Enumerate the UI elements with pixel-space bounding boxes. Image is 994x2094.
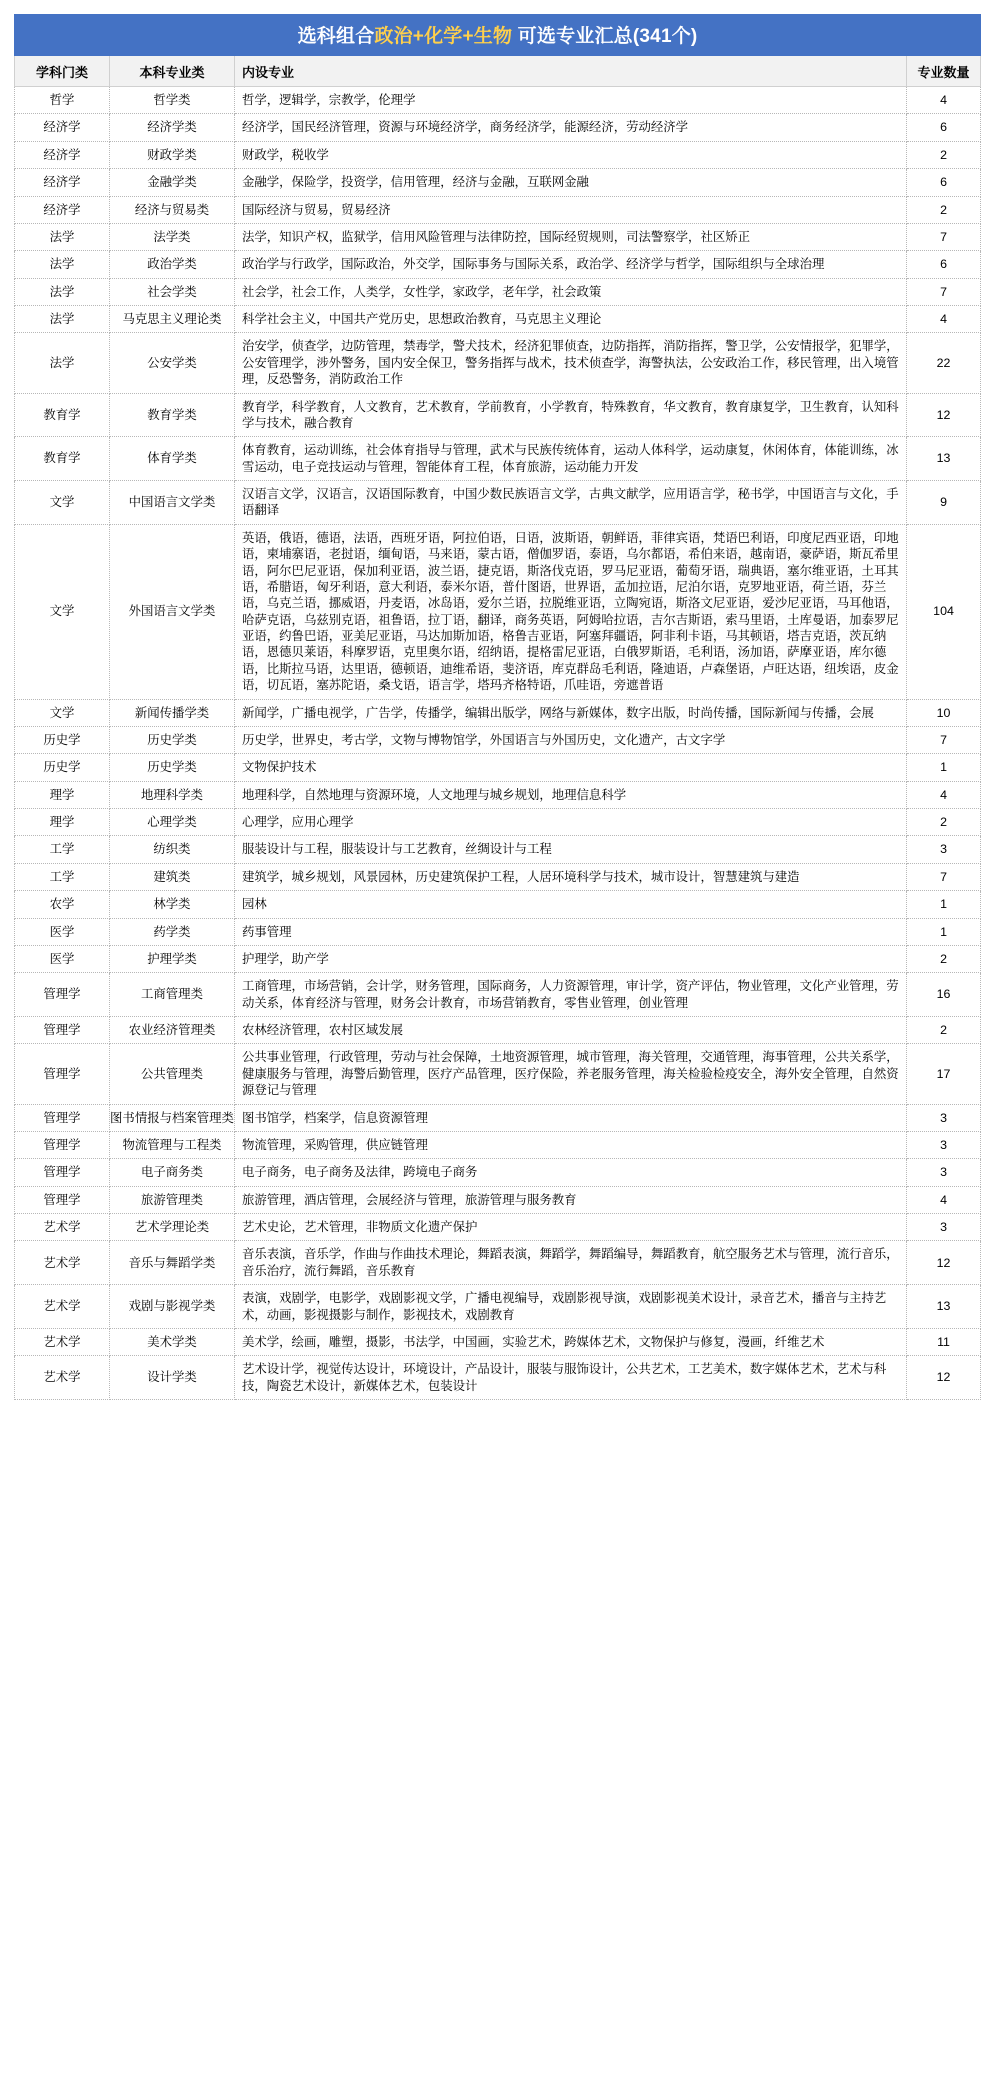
cell-major-count: 1 [907,754,981,781]
cell-undergrad-major-class: 哲学类 [110,87,235,114]
cell-discipline-category: 法学 [15,333,110,393]
cell-included-majors: 财政学，税收学 [235,141,907,168]
cell-discipline-category: 管理学 [15,973,110,1017]
table-title-text [298,26,698,47]
cell-major-count: 1 [907,918,981,945]
cell-major-count: 13 [907,1285,981,1329]
cell-discipline-category: 法学 [15,306,110,333]
cell-discipline-category: 教育学 [15,393,110,437]
cell-included-majors: 心理学，应用心理学 [235,809,907,836]
table-row [15,699,981,726]
title-suffix: 可选专业汇总(341个) [512,26,698,47]
table-row [15,141,981,168]
cell-included-majors: 教育学，科学教育，人文教育，艺术教育，学前教育，小学教育，特殊教育，华文教育，教育康复学，卫生教育，认知科学与技术，融合教育 [235,393,907,437]
table-row [15,87,981,114]
cell-undergrad-major-class: 财政学类 [110,141,235,168]
title-prefix: 选科组合 [297,26,375,47]
cell-discipline-category: 管理学 [15,1104,110,1131]
table-row [15,1356,981,1400]
cell-included-majors: 经济学，国民经济管理，资源与环境经济学，商务经济学，能源经济，劳动经济学 [235,114,907,141]
cell-major-count: 6 [907,251,981,278]
header-major-count: 专业数量 [907,56,981,87]
cell-major-count: 7 [907,223,981,250]
cell-discipline-category: 管理学 [15,1131,110,1158]
cell-major-count: 7 [907,278,981,305]
cell-undergrad-major-class: 护理学类 [110,945,235,972]
cell-included-majors: 金融学，保险学，投资学，信用管理，经济与金融，互联网金融 [235,169,907,196]
cell-included-majors: 社会学，社会工作，人类学，女性学，家政学，老年学，社会政策 [235,278,907,305]
cell-undergrad-major-class: 金融学类 [110,169,235,196]
cell-included-majors: 旅游管理，酒店管理，会展经济与管理，旅游管理与服务教育 [235,1186,907,1213]
cell-included-majors: 地理科学，自然地理与资源环境，人文地理与城乡规划，地理信息科学 [235,781,907,808]
table-row [15,278,981,305]
cell-undergrad-major-class: 戏剧与影视学类 [110,1285,235,1329]
cell-major-count: 104 [907,524,981,699]
table-row [15,169,981,196]
cell-undergrad-major-class: 图书情报与档案管理类 [110,1104,235,1131]
table-row [15,481,981,525]
table-row [15,437,981,481]
cell-discipline-category: 艺术学 [15,1214,110,1241]
cell-major-count: 3 [907,836,981,863]
cell-undergrad-major-class: 纺织类 [110,836,235,863]
cell-undergrad-major-class: 林学类 [110,891,235,918]
table-row [15,1285,981,1329]
cell-discipline-category: 经济学 [15,169,110,196]
cell-included-majors: 药事管理 [235,918,907,945]
cell-included-majors: 服装设计与工程，服装设计与工艺教育，丝绸设计与工程 [235,836,907,863]
cell-discipline-category: 管理学 [15,1159,110,1186]
cell-major-count: 4 [907,87,981,114]
cell-discipline-category: 管理学 [15,1017,110,1044]
table-row [15,754,981,781]
table-row [15,306,981,333]
cell-major-count: 2 [907,809,981,836]
cell-major-count: 2 [907,141,981,168]
cell-undergrad-major-class: 心理学类 [110,809,235,836]
cell-undergrad-major-class: 美术学类 [110,1328,235,1355]
cell-discipline-category: 艺术学 [15,1285,110,1329]
cell-undergrad-major-class: 旅游管理类 [110,1186,235,1213]
cell-major-count: 4 [907,306,981,333]
cell-included-majors: 汉语言文学，汉语言，汉语国际教育，中国少数民族语言文学，古典文献学，应用语言学，秘书学，中国语言与文化，手语翻译 [235,481,907,525]
cell-discipline-category: 法学 [15,223,110,250]
table-row [15,251,981,278]
table-row [15,1131,981,1158]
cell-discipline-category: 理学 [15,809,110,836]
cell-major-count: 2 [907,1017,981,1044]
cell-major-count: 9 [907,481,981,525]
cell-included-majors: 园林 [235,891,907,918]
table-row [15,223,981,250]
cell-undergrad-major-class: 中国语言文学类 [110,481,235,525]
cell-major-count: 6 [907,169,981,196]
title-highlight: 政治+化学+生物 [374,26,513,47]
table-row [15,973,981,1017]
cell-included-majors: 科学社会主义，中国共产党历史，思想政治教育，马克思主义理论 [235,306,907,333]
header-undergrad-major-class: 本科专业类 [110,56,235,87]
cell-discipline-category: 法学 [15,278,110,305]
cell-discipline-category: 哲学 [15,87,110,114]
table-row [15,918,981,945]
cell-major-count: 2 [907,196,981,223]
cell-major-count: 3 [907,1104,981,1131]
table-row [15,945,981,972]
cell-included-majors: 建筑学，城乡规划，风景园林，历史建筑保护工程，人居环境科学与技术，城市设计，智慧建筑与建造 [235,863,907,890]
cell-undergrad-major-class: 外国语言文学类 [110,524,235,699]
cell-major-count: 10 [907,699,981,726]
cell-undergrad-major-class: 公共管理类 [110,1044,235,1104]
cell-undergrad-major-class: 法学类 [110,223,235,250]
cell-major-count: 3 [907,1131,981,1158]
table-row [15,836,981,863]
cell-undergrad-major-class: 经济与贸易类 [110,196,235,223]
cell-major-count: 22 [907,333,981,393]
cell-included-majors: 历史学，世界史，考古学，文物与博物馆学，外国语言与外国历史，文化遗产，古文字学 [235,726,907,753]
cell-undergrad-major-class: 建筑类 [110,863,235,890]
cell-discipline-category: 经济学 [15,114,110,141]
cell-included-majors: 护理学，助产学 [235,945,907,972]
table-row [15,863,981,890]
cell-undergrad-major-class: 音乐与舞蹈学类 [110,1241,235,1285]
cell-undergrad-major-class: 历史学类 [110,726,235,753]
cell-undergrad-major-class: 政治学类 [110,251,235,278]
table-header-row [15,56,981,87]
cell-major-count: 2 [907,945,981,972]
cell-included-majors: 艺术设计学，视觉传达设计，环境设计，产品设计，服装与服饰设计，公共艺术，工艺美术，数字媒体艺术，艺术与科技，陶瓷艺术设计，新媒体艺术，包装设计 [235,1356,907,1400]
table-title-row [15,15,981,56]
cell-major-count: 12 [907,393,981,437]
cell-major-count: 3 [907,1159,981,1186]
cell-included-majors: 表演，戏剧学，电影学，戏剧影视文学，广播电视编导，戏剧影视导演，戏剧影视美术设计，录音艺术，播音与主持艺术，动画，影视摄影与制作，影视技术，戏剧教育 [235,1285,907,1329]
majors-table [14,14,981,1400]
cell-discipline-category: 历史学 [15,754,110,781]
cell-undergrad-major-class: 教育学类 [110,393,235,437]
cell-undergrad-major-class: 设计学类 [110,1356,235,1400]
header-included-majors: 内设专业 [235,56,907,87]
cell-undergrad-major-class: 公安学类 [110,333,235,393]
cell-major-count: 16 [907,973,981,1017]
cell-discipline-category: 理学 [15,781,110,808]
cell-major-count: 12 [907,1356,981,1400]
table-row [15,114,981,141]
cell-major-count: 4 [907,1186,981,1213]
table-row [15,809,981,836]
table-row [15,1186,981,1213]
table-row [15,1044,981,1104]
cell-discipline-category: 管理学 [15,1044,110,1104]
table-row [15,1328,981,1355]
cell-discipline-category: 农学 [15,891,110,918]
cell-undergrad-major-class: 电子商务类 [110,1159,235,1186]
header-discipline-category: 学科门类 [15,56,110,87]
cell-included-majors: 公共事业管理，行政管理，劳动与社会保障，土地资源管理，城市管理，海关管理，交通管理，海事管理，公共关系学，健康服务与管理，海警后勤管理，医疗产品管理，医疗保险，养老服务管理，海关检验检疫安全，海外安全管理，自然资源登记与管理 [235,1044,907,1104]
cell-discipline-category: 经济学 [15,141,110,168]
cell-included-majors: 艺术史论，艺术管理，非物质文化遗产保护 [235,1214,907,1241]
cell-undergrad-major-class: 工商管理类 [110,973,235,1017]
cell-included-majors: 美术学，绘画，雕塑，摄影，书法学，中国画，实验艺术，跨媒体艺术，文物保护与修复，漫画，纤维艺术 [235,1328,907,1355]
cell-included-majors: 英语，俄语，德语，法语，西班牙语，阿拉伯语，日语，波斯语，朝鲜语，菲律宾语，梵语巴利语，印度尼西亚语，印地语，柬埔寨语，老挝语，缅甸语，马来语，蒙古语，僧伽罗语，泰语，乌尔都语，希伯来语，越南语，豪萨语，斯瓦希里语，阿尔巴尼亚语，保加利亚语，波兰语，捷克语，斯洛伐克语，罗马尼亚语，葡萄牙语，瑞典语，塞尔维亚语，土耳其语，希腊语，匈牙利语，意大利语，泰米尔语，普什图语，世界语，孟加拉语，尼泊尔语，克罗地亚语，荷兰语，芬兰语，乌克兰语，挪威语，丹麦语，冰岛语，爱尔兰语，拉脱维亚语，立陶宛语，斯洛文尼亚语，爱沙尼亚语，马耳他语，哈萨克语，乌兹别克语，祖鲁语，拉丁语，翻译，商务英语，阿姆哈拉语，吉尔吉斯语，索马里语，土库曼语，加泰罗尼亚语，约鲁巴语，亚美尼亚语，马达加斯加语，格鲁吉亚语，阿塞拜疆语，阿非利卡语，马其顿语，塔吉克语，茨瓦纳语，恩德贝莱语，科摩罗语，克里奥尔语，绍纳语，提格雷尼亚语，白俄罗斯语，毛利语，汤加语，萨摩亚语，库尔德语，比斯拉马语，达里语，德顿语，迪维希语，斐济语，库克群岛毛利语，隆迪语，卢森堡语，卢旺达语，纽埃语，皮金语，切瓦语，塞苏陀语，桑戈语，语言学，塔玛齐格特语，爪哇语，旁遮普语 [235,524,907,699]
cell-major-count: 13 [907,437,981,481]
table-row [15,726,981,753]
cell-discipline-category: 文学 [15,524,110,699]
cell-discipline-category: 法学 [15,251,110,278]
cell-major-count: 7 [907,863,981,890]
table-row [15,1241,981,1285]
cell-undergrad-major-class: 马克思主义理论类 [110,306,235,333]
table-row [15,196,981,223]
table-row [15,1159,981,1186]
cell-included-majors: 体育教育，运动训练，社会体育指导与管理，武术与民族传统体育，运动人体科学，运动康复，休闲体育，体能训练，冰雪运动，电子竞技运动与管理，智能体育工程，体育旅游，运动能力开发 [235,437,907,481]
cell-major-count: 11 [907,1328,981,1355]
cell-discipline-category: 医学 [15,918,110,945]
cell-included-majors: 农林经济管理，农村区域发展 [235,1017,907,1044]
table-row [15,1214,981,1241]
cell-discipline-category: 医学 [15,945,110,972]
table-row [15,1104,981,1131]
cell-undergrad-major-class: 药学类 [110,918,235,945]
cell-undergrad-major-class: 新闻传播学类 [110,699,235,726]
cell-undergrad-major-class: 历史学类 [110,754,235,781]
cell-undergrad-major-class: 农业经济管理类 [110,1017,235,1044]
cell-discipline-category: 工学 [15,863,110,890]
cell-discipline-category: 管理学 [15,1186,110,1213]
cell-discipline-category: 文学 [15,699,110,726]
cell-discipline-category: 文学 [15,481,110,525]
cell-discipline-category: 工学 [15,836,110,863]
table-row [15,891,981,918]
cell-major-count: 12 [907,1241,981,1285]
cell-undergrad-major-class: 社会学类 [110,278,235,305]
cell-included-majors: 哲学，逻辑学，宗教学，伦理学 [235,87,907,114]
cell-major-count: 6 [907,114,981,141]
cell-discipline-category: 艺术学 [15,1241,110,1285]
cell-undergrad-major-class: 体育学类 [110,437,235,481]
cell-included-majors: 文物保护技术 [235,754,907,781]
cell-discipline-category: 经济学 [15,196,110,223]
cell-major-count: 3 [907,1214,981,1241]
cell-major-count: 17 [907,1044,981,1104]
table-row [15,1017,981,1044]
cell-undergrad-major-class: 地理科学类 [110,781,235,808]
cell-major-count: 4 [907,781,981,808]
cell-discipline-category: 教育学 [15,437,110,481]
cell-undergrad-major-class: 物流管理与工程类 [110,1131,235,1158]
cell-included-majors: 图书馆学，档案学，信息资源管理 [235,1104,907,1131]
cell-undergrad-major-class: 艺术学理论类 [110,1214,235,1241]
cell-discipline-category: 艺术学 [15,1328,110,1355]
cell-included-majors: 法学，知识产权，监狱学，信用风险管理与法律防控，国际经贸规则，司法警察学，社区矫正 [235,223,907,250]
cell-included-majors: 物流管理，采购管理，供应链管理 [235,1131,907,1158]
cell-included-majors: 治安学，侦查学，边防管理，禁毒学，警犬技术，经济犯罪侦查，边防指挥，消防指挥，警卫学，公安情报学，犯罪学，公安管理学，涉外警务，国内安全保卫，警务指挥与战术，技术侦查学，海警执法，公安政治工作，移民管理，出入境管理，反恐警务，消防政治工作 [235,333,907,393]
cell-discipline-category: 艺术学 [15,1356,110,1400]
cell-included-majors: 工商管理，市场营销，会计学，财务管理，国际商务，人力资源管理，审计学，资产评估，物业管理，文化产业管理，劳动关系，体育经济与管理，财务会计教育，市场营销教育，零售业管理，创业管理 [235,973,907,1017]
cell-included-majors: 电子商务，电子商务及法律，跨境电子商务 [235,1159,907,1186]
cell-major-count: 7 [907,726,981,753]
cell-discipline-category: 历史学 [15,726,110,753]
cell-included-majors: 国际经济与贸易，贸易经济 [235,196,907,223]
cell-included-majors: 音乐表演，音乐学，作曲与作曲技术理论，舞蹈表演，舞蹈学，舞蹈编导，舞蹈教育，航空服务艺术与管理，流行音乐，音乐治疗，流行舞蹈，音乐教育 [235,1241,907,1285]
table-row [15,524,981,699]
cell-major-count: 1 [907,891,981,918]
table-row [15,393,981,437]
table-title-cell [15,15,981,56]
table-row [15,781,981,808]
cell-undergrad-major-class: 经济学类 [110,114,235,141]
cell-included-majors: 新闻学，广播电视学，广告学，传播学，编辑出版学，网络与新媒体，数字出版，时尚传播，国际新闻与传播，会展 [235,699,907,726]
table-row [15,333,981,393]
cell-included-majors: 政治学与行政学，国际政治，外交学，国际事务与国际关系，政治学、经济学与哲学，国际组织与全球治理 [235,251,907,278]
